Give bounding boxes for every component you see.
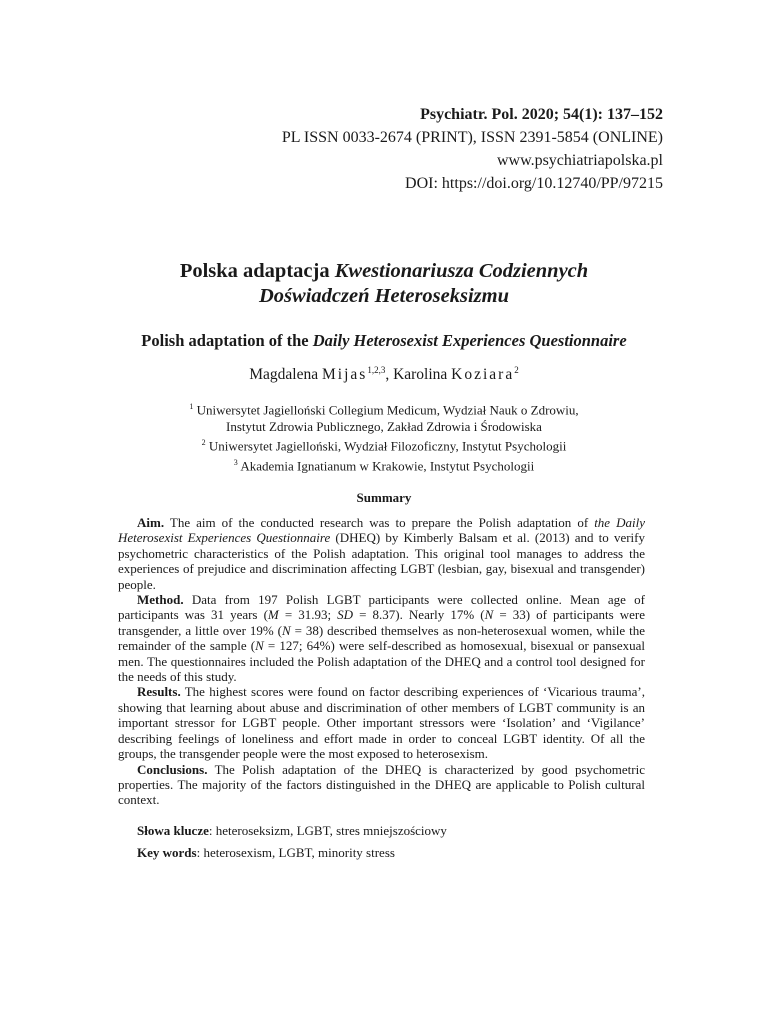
keywords-english (137, 845, 395, 861)
affil-2-sup: 2 (201, 438, 206, 448)
aim-paragraph (118, 515, 645, 592)
summary-heading: Summary (356, 490, 412, 505)
aim-text-1: The aim of the conducted research was to prepare the Polish adaptation of (164, 515, 595, 530)
english-title (0, 331, 768, 351)
method-text-6: = 127; 64%) were self-described as homosexual, bisexual or pansexual men. The questionnaires included the Polish adaptation of the DHEQ and a control tool designed for the needs of this study. (118, 638, 645, 685)
method-m: M (267, 607, 279, 623)
polish-title-italic-1: Kwestionariusza Codziennych (334, 260, 589, 282)
english-title-prefix: Polish adaptation of the (141, 331, 313, 350)
issn-line: PL ISSN 0033-2674 (PRINT), ISSN 2391-5854 (ONLINE) (281, 129, 663, 146)
method-text-4: = 33) of participants were transgender, a little over 19% ( (118, 607, 645, 638)
summary-body (118, 515, 645, 808)
keywords-polish-label: Słowa klucze (137, 823, 209, 838)
aim-italic: the Daily Heterosexist Experiences Questionnaire (118, 515, 645, 546)
method-text-3: = 8.37). Nearly 17% ( (353, 607, 485, 623)
doi-line[interactable]: DOI: https://doi.org/10.12740/PP/97215 (405, 175, 663, 192)
affil-1-sup: 1 (189, 402, 194, 411)
affil-1-line-1: Uniwersytet Jagielloński Collegium Medicum, Wydział Nauk o Zdrowiu, (196, 402, 579, 418)
author-2-first: Karolina (393, 366, 452, 384)
author-separator: , (385, 366, 394, 384)
journal-citation: Psychiatr. Pol. 2020; 54(1): 137–152 (420, 106, 663, 123)
aim-text-2: (DHEQ) by Kimberly Balsam et al. (2013) and to verify psychometric characteristics of the Polish adaptation. This original tool manages to address the experiences of prejudice and discrimination affecting LGBT (lesbian, gay, bisexual and transgender) people. (118, 530, 645, 592)
polish-title-italic-2: Doświadczeń Heteroseksizmu (259, 285, 509, 307)
author-list (0, 360, 768, 385)
affil-3-sup: 3 (233, 458, 238, 468)
journal-website[interactable]: www.psychiatriapolska.pl (496, 152, 663, 169)
conclusions-label: Conclusions. (137, 761, 208, 777)
results-label: Results. (137, 684, 181, 700)
author-1-last: Mijas (322, 366, 368, 384)
affil-3: Akademia Ignatianum w Krakowie, Instytut Psychologii (240, 458, 535, 474)
affil-2: Uniwersytet Jagielloński, Wydział Filozoficzny, Instytut Psychologii (208, 438, 567, 454)
citation-header (282, 103, 663, 195)
author-1-first: Magdalena (249, 366, 322, 384)
keywords-polish (137, 823, 447, 839)
aim-label: Aim. (137, 515, 165, 530)
polish-title (0, 259, 768, 309)
conclusions-paragraph (118, 762, 645, 808)
english-title-italic: Daily Heterosexist Experiences Questionnaire (312, 331, 627, 350)
method-text-2: = 31.93; (278, 607, 338, 623)
keywords-english-label: Key words (137, 845, 197, 860)
method-sd: SD (337, 607, 354, 623)
results-paragraph (118, 684, 645, 761)
keywords-english-text: : heterosexism, LGBT, minority stress (196, 845, 395, 860)
keywords-polish-text: : heteroseksizm, LGBT, stres mniejszościowy (208, 823, 447, 838)
affiliations (0, 399, 768, 475)
author-2-affil: 2 (514, 365, 519, 375)
author-1-affil: 1,2,3 (367, 365, 386, 375)
method-text-1: Data from 197 Polish LGBT participants were collected online. Mean age of participants was 31 years ( (118, 592, 645, 623)
method-text-5: = 38) described themselves as non-heterosexual women, while the remainder of the sample ( (118, 622, 645, 654)
method-n2: N (281, 622, 291, 638)
method-paragraph (118, 592, 645, 684)
affil-1-line-2: Instytut Zdrowia Publicznego, Zakład Zdrowia i Środowiska (226, 418, 542, 434)
results-text: The highest scores were found on factor describing experiences of ‘Vicarious trauma’, showing that learning about abuse and discrimination of other members of LGBT community is an important stressor for LGBT people. Other important stressors were ‘Isolation’ and ‘Vigilance’ describing feelings of loneliness and effort made in order to conceal LGBT identity. Of all the groups, the transgender people were the most exposed to heterosexism. (118, 684, 645, 762)
method-n3: N (255, 638, 264, 654)
author-2-last: Koziara (451, 366, 515, 384)
method-n1: N (484, 607, 494, 623)
method-label: Method. (137, 592, 184, 608)
polish-title-prefix: Polska adaptacja (179, 260, 335, 282)
conclusions-text: The Polish adaptation of the DHEQ is characterized by good psychometric properties. The majority of the factors distinguished in the DHEQ are applicable to Polish cultural context. (118, 761, 645, 808)
